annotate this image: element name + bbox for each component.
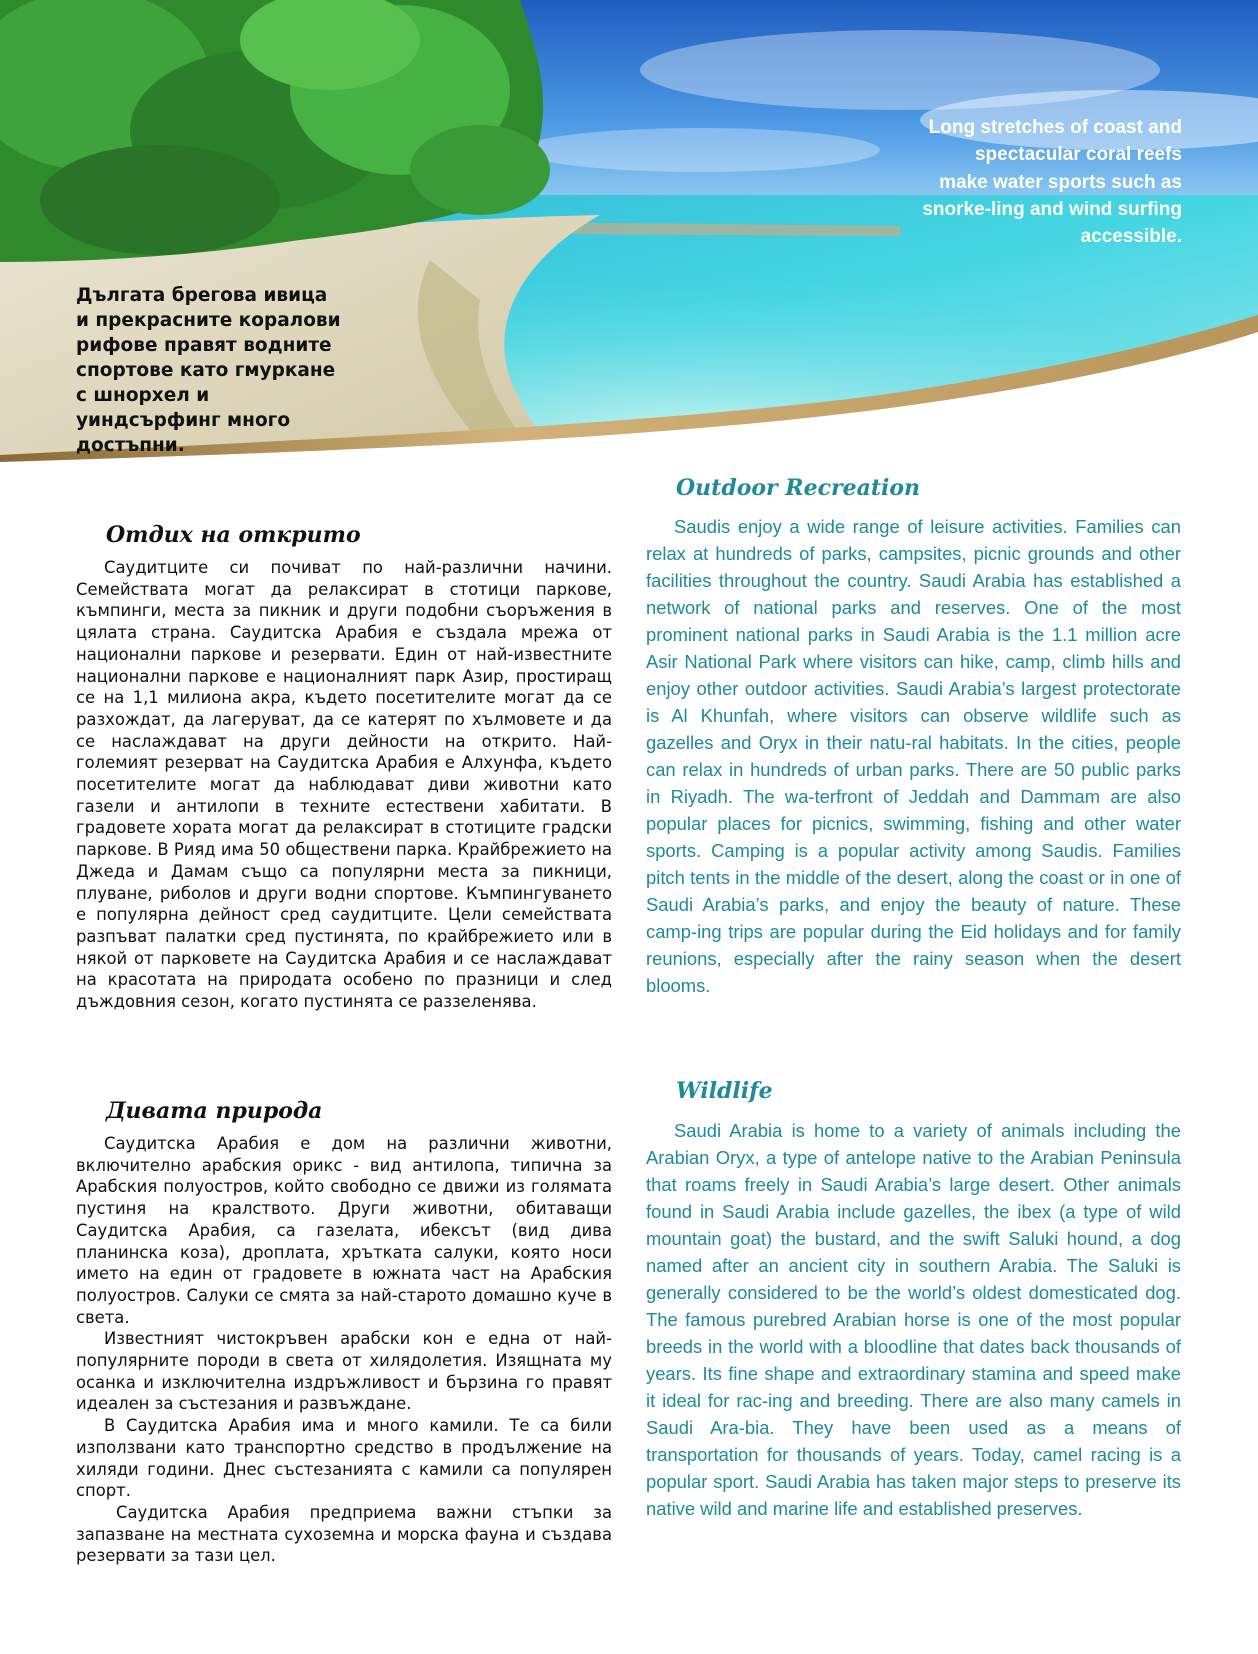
paragraph: Saudi Arabia is home to a variety of animals including the Arabian Oryx, a type of antelope native to the Arabian Peninsula that roams freely in Saudi Arabia’s large desert. Other animals found in Saudi Arabia include gazelles, the ibex (a type of wild mountain goat) the bustard, and the swift Saluki hound, a dog named after an ancient city in southern Arabia. The Saluki is generally considered to be the world’s oldest domesticated dog. The famous purebred Arabian horse is one of the most popular breeds in the world with a bloodline that dates back thousands of years. Its fine shape and extraordinary stamina and speed make it ideal for rac-ing and breeding. There are also many camels in Saudi Ara-bia. They have been used as a means of transportation for thousands of years. Today, camel racing is a popular sport. Saudi Arabia has taken major steps to preserve its native wild and marine life and established preserves. — [646, 1120, 1181, 1519]
paragraph: В Саудитска Арабия има и много камили. Те са били използвани като транспортно средство в продължение на хиляди години. Днес състезанията с камили са популярен спорт. — [76, 1416, 612, 1501]
heading-otdih-na-otkrito: Отдих на открито — [106, 522, 361, 548]
caption-english: Long stretches of coast and spectacular coral reefs make water sports such as snorke-ling and wind surfing accessible. — [922, 117, 1182, 248]
paragraph: Саудитска Арабия е дом на различни животни, включително арабския орикс - вид антилопа, типична за Арабския полуостров, който свободно се движи из голямата пустиня на кралството. Други животни, обитаващи Саудитска Арабия, са газелата, ибексът (вид дива планинска коза), дроплата, хрътката салуки, която носи името на един от градовете в южната част на Арабския полуостров. Салуки се смята за най-старото домашно куче в света. — [76, 1134, 612, 1327]
otdih-text — [76, 557, 612, 1013]
heading-divata-priroda: Дивата природа — [106, 1098, 323, 1124]
heading-wildlife: Wildlife — [676, 1078, 773, 1104]
paragraph: Саудитска Арабия предприема важни стъпки за запазване на местната сухоземна и морска фауна и създава резервати за тази цел. — [76, 1502, 612, 1566]
divata-priroda-text — [76, 1133, 612, 1567]
paragraph: Известният чистокръвен арабски кон е една от най-популярните породи в света от хилядолетия. Изящната му осанка и изключителна издръжливост и бързина го правят идеален за състезания и развъждане. — [76, 1329, 612, 1414]
heading-outdoor-recreation: Outdoor Recreation — [676, 475, 921, 501]
outdoor-recreation-text — [646, 513, 1181, 999]
paragraph: Саудитците си почиват по най-различни начини. Семействата могат да релаксират в стотици паркове, къмпинги, места за пикник и други подобни съоръжения в цялата страна. Саудитска Арабия е създала мрежа от национални паркове и резервати. Един от най-известните национални паркове е националният парк Азир, простиращ се на 1,1 милиона акра, където посетителите могат да се разхождат, да лагеруват, да се катерят по хълмовете и да се наслаждават на други дейности на открито. Най-големият резерват на Саудитска Арабия е Алхунфа, където посетителите могат да наблюдават диви животни като газели и антилопи в техните естествени хабитати. В градовете хората могат да релаксират в стотиците градски паркове. В Рияд има 50 обществени парка. Крайбрежието на Джеда и Дамам също са популярни места за пикници, плуване, риболов и други водни спортове. Къмпингуването е популярна дейност сред саудитците. Цели семействата разпъват палатки сред пустинята, по крайбрежието или в някой от парковете на Саудитска Арабия и се наслаждават на красотата на природата особено по празници и след дъждовния сезон, когато пустинята се раззеленява. — [76, 558, 612, 1012]
wildlife-text — [646, 1117, 1181, 1522]
paragraph: Saudis enjoy a wide range of leisure activities. Families can relax at hundreds of parks, campsites, picnic grounds and other facilities throughout the country. Saudi Arabia has established a network of national parks and reserves. One of the most prominent national parks in Saudi Arabia is the 1.1 million acre Asir National Park where visitors can hike, camp, climb hills and enjoy other outdoor activities. Saudi Arabia’s largest protectorate is Al Khunfah, where visitors can observe wildlife such as gazelles and Oryx in their natu-ral habitats. In the cities, people can relax in hundreds of urban parks. There are 50 public parks in Riyadh. The wa-terfront of Jeddah and Dammam are also popular places for picnics, swimming, fishing and other water sports. Camping is a popular activity among Saudis. Families pitch tents in the middle of the desert, along the coast or in one of Saudi Arabia’s parks, and enjoy the beauty of nature. These camp-ing trips are popular during the Eid holidays and for family reunions, especially after the rainy season when the desert blooms. — [646, 516, 1181, 996]
caption-bulgarian: Дългата брегова ивица и прекрасните коралови рифове правят водните спортове като гмуркане с шнорхел и уиндсърфинг много достъпни. — [76, 285, 341, 456]
beach-photo — [0, 0, 1258, 480]
